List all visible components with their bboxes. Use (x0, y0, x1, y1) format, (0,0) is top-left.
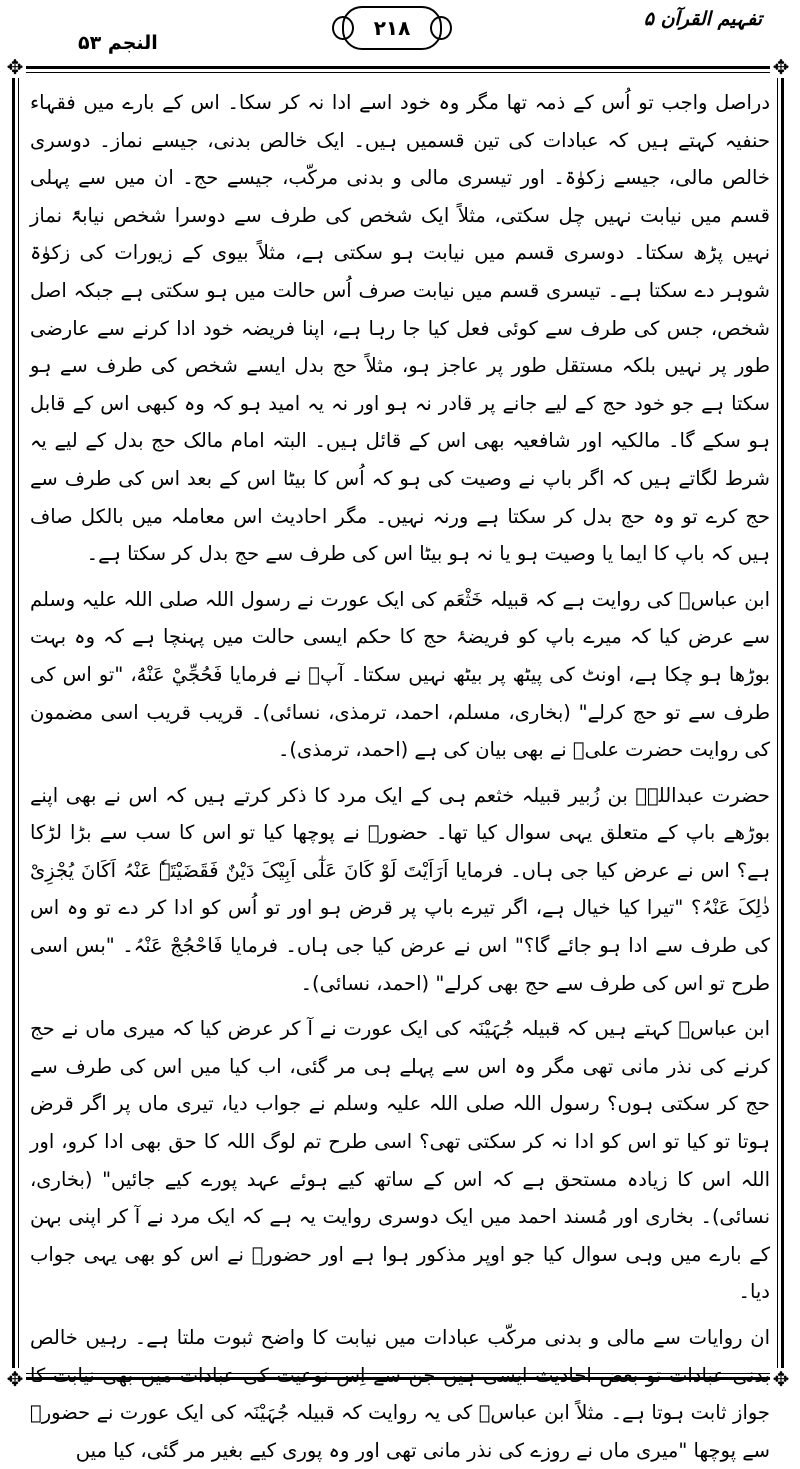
page-number-ornament (342, 6, 442, 50)
page-header (0, 0, 800, 62)
paragraph: ان روایات سے مالی و بدنی مرکّب عبادات میں نیابت کا واضح ثبوت ملتا ہے۔ رہیں خالص بدنی عبادات تو بعض احادیث ایسی ہیں جن سے اِس نوعیت کی عبادات میں بھی نیابت کا جواز ثابت ہوتا ہے۔ مثلاً ابن عباسؓ کی یہ روایت کہ قبیلہ جُہَیْنَہ کی ایک عورت نے حضورؐ سے پوچھا "میری ماں نے روزے کی نذر مانی تھی اور وہ پوری کیے بغیر مر گئی، کیا میں (30, 1326, 770, 1462)
paragraph: ابن عباسؓ کہتے ہیں کہ قبیلہ جُہَیْنَہ کی ایک عورت نے آ کر عرض کیا کہ میری ماں نے حج کرنے کی نذر مانی تھی مگر وہ اس سے پہلے ہی مر گئی، اب کیا میں اس کی طرف سے حج کر سکتی ہوں؟ رسول اللہ صلی اللہ علیہ وسلم نے جواب دیا، تیری ماں پر اگر قرض ہوتا تو کیا تو اس کو ادا نہ کر سکتی تھی؟ اسی طرح تم لوگ اللہ کا حق بھی ادا کرو، اور اللہ اس کا زیادہ مستحق ہے کہ اس کے ساتھ کیے ہوئے عہد پورے کیے جائیں" (بخاری، نسائی)۔ بخاری اور مُسند احمد میں ایک دوسری روایت یہ ہے کہ ایک مرد نے آ کر اپنی بہن کے بارے میں وہی سوال کیا جو اوپر مذکور ہوا ہے اور حضورؐ نے اس کو بھی یہی جواب دیا۔ (30, 1017, 770, 1304)
chapter-title: النجم ۵۳ (78, 32, 158, 54)
page-body (30, 84, 770, 1462)
corner-ornament-icon: ✥ (4, 56, 26, 78)
corner-ornament-icon: ✥ (770, 1368, 792, 1390)
corner-ornament-icon: ✥ (770, 56, 792, 78)
paragraph: دراصل واجب تو اُس کے ذمہ تھا مگر وہ خود اسے ادا نہ کر سکا۔ اس کے بارے میں فقہاء حنفیہ کہتے ہیں کہ عبادات کی تین قسمیں ہیں۔ ایک خالص بدنی، جیسے نماز۔ دوسری خالص مالی، جیسے زکوٰۃ۔ اور تیسری مالی و بدنی مرکّب، جیسے حج۔ ان میں سے پہلی قسم میں نیابت نہیں چل سکتی، مثلاً ایک شخص کی طرف سے دوسرا شخص نیابۃً نماز نہیں پڑھ سکتا۔ دوسری قسم میں نیابت ہو سکتی ہے، مثلاً بیوی کے زیورات کی زکوٰۃ شوہر دے سکتا ہے۔ تیسری قسم میں نیابت صرف اُس حالت میں ہو سکتی ہے جبکہ اصل شخص، جس کی طرف سے کوئی فعل کیا جا رہا ہے، اپنا فریضہ خود ادا کرنے سے عارضی طور پر نہیں بلکہ مستقل طور پر عاجز ہو، مثلاً حج بدل ایسے شخص کی طرف سے ہو سکتا ہے جو خود حج کے لیے جانے پر قادر نہ ہو اور نہ یہ امید ہو کہ وہ کبھی اس کے قابل ہو سکے گا۔ مالکیہ اور شافعیہ بھی اس کے قائل ہیں۔ البتہ امام مالک حج بدل کے لیے یہ شرط لگاتے ہیں کہ اگر باپ نے وصیت کی ہو کہ اُس کا بیٹا اس کے بعد اس کی طرف سے حج کرے تو وہ حج بدل کر سکتا ہے ورنہ نہیں۔ مگر احادیث اس معاملہ میں بالکل صاف ہیں کہ باپ کا ایما یا وصیت ہو یا نہ ہو بیٹا اس کی طرف سے حج بدل کر سکتا ہے۔ (30, 91, 770, 566)
book-title: تفہیم القرآن ۵ (643, 8, 762, 30)
paragraph: ابن عباسؓ کی روایت ہے کہ قبیلہ خَثْعَم کی ایک عورت نے رسول اللہ صلی اللہ علیہ وسلم سے عرض کیا کہ میرے باپ کو فریضۂ حج کا حکم ایسی حالت میں پہنچا ہے کہ وہ بہت بوڑھا ہو چکا ہے، اونٹ کی پیٹھ پر بیٹھ نہیں سکتا۔ آپؐ نے فرمایا فَحُجِّيْ عَنْهُ، "تو اس کی طرف سے تو حج کرلے" (بخاری، مسلم، احمد، ترمذی، نسائی)۔ قریب قریب اسی مضمون کی روایت حضرت علیؓ نے بھی بیان کی ہے (احمد، ترمذی)۔ (30, 587, 770, 762)
corner-ornament-icon: ✥ (4, 1368, 26, 1390)
paragraph: حضرت عبداللہؓ بن زُبیر قبیلہ خثعم ہی کے ایک مرد کا ذکر کرتے ہیں کہ اس نے بھی اپنے بوڑھے باپ کے متعلق یہی سوال کیا تھا۔ حضورؐ نے پوچھا کیا تو اس کا سب سے بڑا لڑکا ہے؟ اس نے عرض کیا جی ہاں۔ فرمایا اَرَاَیْتَ لَوْ کَانَ عَلٰٓی اَبِیْکَ دَیْنٌ فَقَضَیْتَہٗ عَنْہُ اَکَانَ یُجْزِیْ ذٰلِکَ عَنْہُ؟ "تیرا کیا خیال ہے، اگر تیرے باپ پر قرض ہو اور تو اُس کو ادا کر دے تو وہ اس کی طرف سے ادا ہو جائے گا؟" اس نے عرض کیا جی ہاں۔ فرمایا فَاحْجُجْ عَنْہُ۔ "بس اسی طرح تو اس کی طرف سے حج بھی کرلے" (احمد، نسائی)۔ (30, 783, 770, 995)
page-number: ۲۱۸ (373, 16, 411, 40)
